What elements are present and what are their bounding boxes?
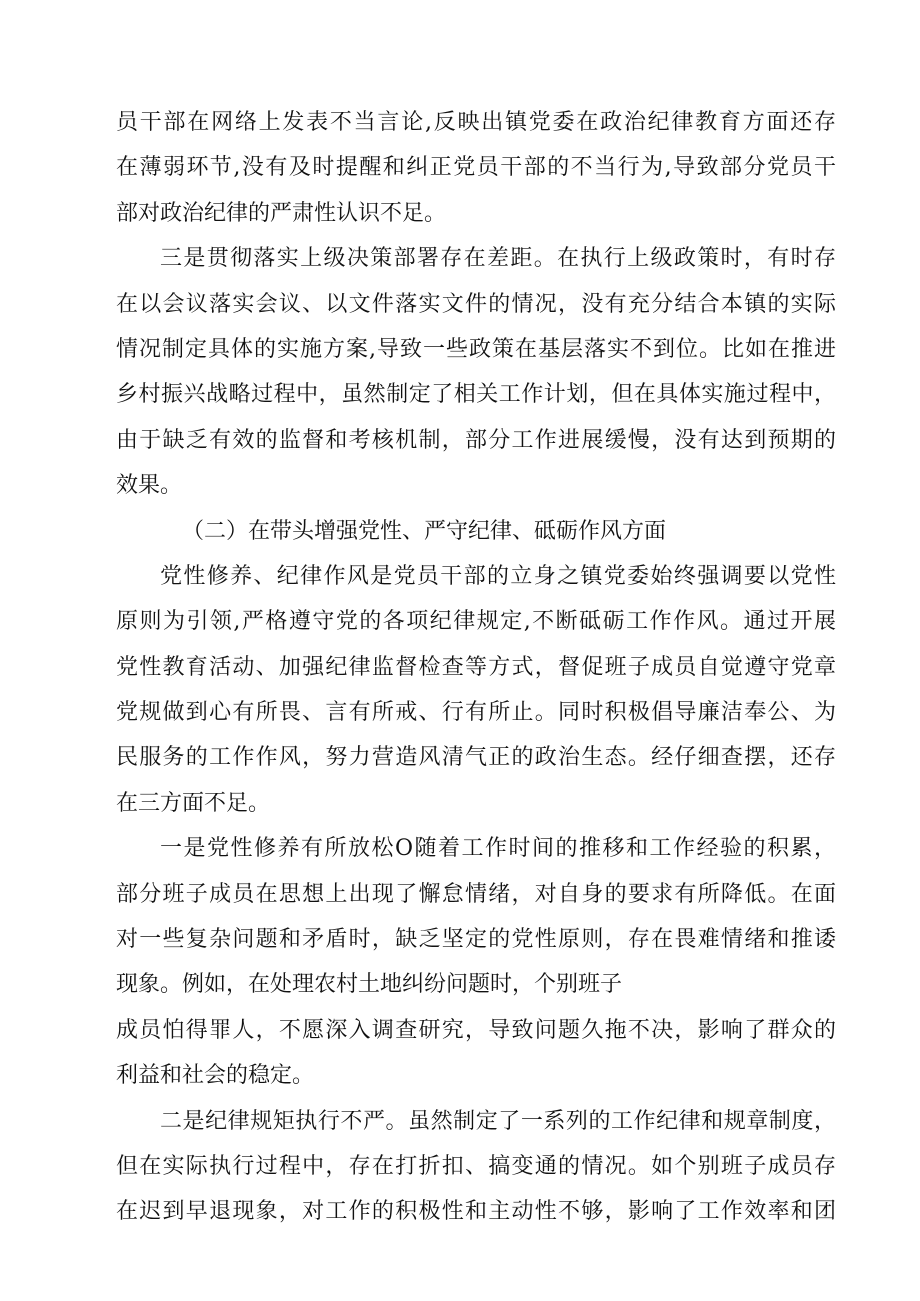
text-line: 在迟到早退现象，对工作的积极性和主动性不够，影响了工作效率和团 <box>116 1199 836 1225</box>
text-line: 由于缺乏有效的监督和考核机制，部分工作进展缓慢，没有达到预期的 <box>116 427 836 453</box>
text-line: 在以会议落实会议、以文件落实文件的情况，没有充分结合本镇的实际 <box>116 291 836 317</box>
text-line: 现象。例如，在处理农村土地纠纷问题时，个别班子 <box>116 972 623 998</box>
text-line: 民服务的工作作风，努力营造风清气正的政治生态。经仔细查摆，还存 <box>116 745 836 771</box>
text-line: 对一些复杂问题和矛盾时，缺乏坚定的党性原则，存在畏难情绪和推诿 <box>116 927 836 953</box>
text-line: 员干部在网络上发表不当言论,反映出镇党委在政治纪律教育方面还存 <box>116 110 836 135</box>
paragraph-start-line: 三是贯彻落实上级决策部署存在差距。在执行上级政策时，有时存 <box>160 246 836 272</box>
document-body <box>116 100 836 1235</box>
text-line: 党规做到心有所畏、言有所戒、行有所止。同时积极倡导廉洁奉公、为 <box>116 700 836 726</box>
text-line: 部对政治纪律的严肃性认识不足。 <box>116 200 447 226</box>
text-line: 党性教育活动、加强纪律监督检查等方式，督促班子成员自觉遵守党章 <box>116 654 836 680</box>
text-line: 效果。 <box>116 473 183 499</box>
section-heading: （二）在带头增强党性、严守纪律、砥砺作风方面 <box>182 518 667 544</box>
paragraph-start-line: 二是纪律规矩执行不严。虽然制定了一系列的工作纪律和规章制度， <box>160 1108 836 1134</box>
text-line: 原则为引领,严格遵守党的各项纪律规定,不断砥砺工作作风。通过开展 <box>116 609 836 635</box>
text-line: 但在实际执行过程中，存在打折扣、搞变通的情况。如个别班子成员存 <box>116 1153 836 1179</box>
paragraph-start-line: 党性修养、纪律作风是党员干部的立身之镇党委始终强调要以党性 <box>160 563 836 589</box>
text-line: 部分班子成员在思想上出现了懈怠情绪，对自身的要求有所降低。在面 <box>116 881 836 907</box>
text-line: 情况制定具体的实施方案,导致一些政策在基层落实不到位。比如在推进 <box>116 336 836 362</box>
text-line: 乡村振兴战略过程中，虽然制定了相关工作计划，但在具体实施过程中， <box>116 382 836 408</box>
text-line: 成员怕得罪人，不愿深入调查研究，导致问题久拖不决，影响了群众的 <box>116 1017 836 1043</box>
text-line: 利益和社会的稳定。 <box>116 1063 315 1089</box>
paragraph-start-line: 一是党性修养有所放松O随着工作时间的推移和工作经验的积累， <box>160 836 836 862</box>
text-line: 在薄弱环节,没有及时提醒和纠正党员干部的不当行为,导致部分党员干 <box>116 155 836 181</box>
text-line: 在三方面不足。 <box>116 790 271 816</box>
